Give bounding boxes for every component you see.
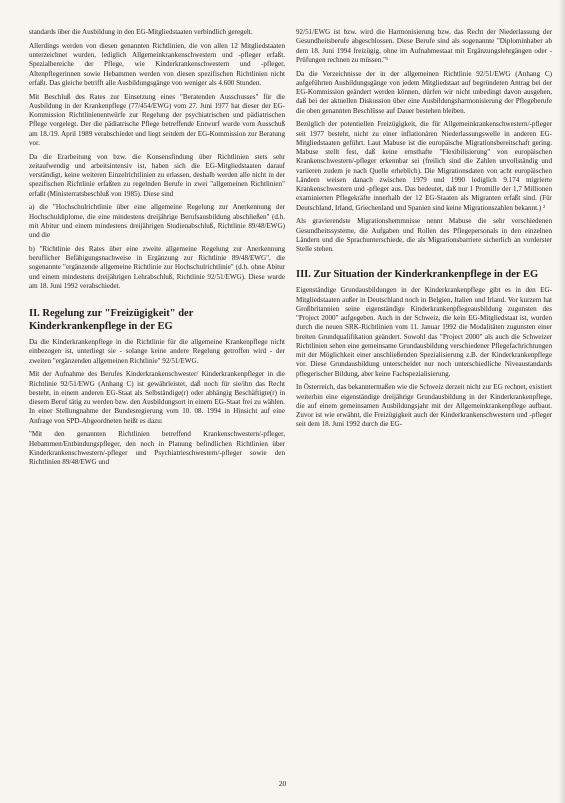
right-column xyxy=(296,28,552,430)
page-number: 20 xyxy=(278,779,287,788)
paragraph: Da die Erarbeitung von bzw. die Konsensfindung über Richtlinien stets sehr zeitaufwendig und arbeitsintensiv ist, haben sich die EG-Mitgliedstaaten darauf verständigt, keine weiteren Einzelrichtlinien zu erlassen, deshalb werden alle nicht in der spezifischen Richtlinie erfaßten zu regelnden Berufe in zwei "allgemeinen Richtlinien" erfaßt (Ministerratsbeschluß von 1985). Diese sind xyxy=(29,152,285,198)
paragraph: In Österreich, das bekanntermaßen wie die Schweiz derzeit nicht zur EG rechnet, existiert weiterhin eine eigenständige dreijährige Grundausbildung in der Kinderkrankenpflege, die auf einem gemeinsamen Ausbildungsjahr mit der Allgemeinkrankenpflege aufbaut. Zuvor ist wie erwähnt, die Freizügigkeit auch der Kinderkrankenschwestern und -pfleger seit dem 18. Juni 1992 durch die EG- xyxy=(296,383,552,429)
paragraph: Da die Verzeichnisse der in der allgemeinen Richtlinie 92/51/EWG (Anhang C) aufgeführten Ausbildungsgänge von jedem Mitgliedstaat auf begründeten Antrag bei der EG-Kommission geändert werden können, dürfen wir nicht unbedingt davon ausgehen, daß bei der aktuellen Diskussion über eine Ausbildungsharmonisierung der Pflegeberufe die oben genannten Beschlüsse auf Dauer bestehen bleiben. xyxy=(296,69,552,115)
section-heading: II. Regelung zur "Freizügigkeit" der Kinderkrankenpflege in der EG xyxy=(29,308,194,332)
scan-edge xyxy=(559,0,565,803)
left-column xyxy=(29,28,285,467)
paragraph: 92/51/EWG ist bzw. wird die Harmonisierung bzw. das Recht der Niederlassung der Gesundheitsberufe abgeschlossen. Diese Berufe sind als sogenannte "Diplominhaber ab dem 18. Juni 1994 freizügig, ohne im Aufnahmestaat mit Ergänzungslehrgängen oder -Prüfungen rechnen zu müssen."¹ xyxy=(296,28,552,64)
paragraph: Allerdings werden von diesen genannten Richtlinien, die von allen 12 Mitgliedstaaten unterzeichnet wurden, lediglich Allgemeinkrankenschwestern und -pfleger erfaßt. Spezialbereiche der Pflege, wie Kinderkrankenschwestern und -pfleger, Altenpflegerinnen sowie Hebammen werden von diesen spezifischen Richtlinien nicht erfaßt. Das gleiche betrifft alle Ausbildungsgänge von weniger als 4.600 Stunden. xyxy=(29,41,285,87)
paragraph: "Mit den genannten Richtlinien betreffend Krankenschwestern/-pfleger, Hebammen/Entbindungspfleger, den noch in Planung befindlichen Richtlinien über Kinderkrankenschwestern/-pfleger und Psychiatrieschwestern/-pfleger sowie den Richtlinien 89/48/EWG und xyxy=(29,430,285,466)
paragraph: Mit der Aufnahme des Berufes Kinderkrankenschwester/ Kinderkrankenpfleger in die Richtlinie 92/51/EWG (Anhang C) ist gewährleistet, daß noch für sie/ihn das Recht besteht, in einem anderen EG-Staat als Selbständige(r) oder abhängig Beschäftigte(r) in diesem Beruf tätig zu werden bzw. den Ausbildungsort in einem EG-Staat frei zu wählen. In einer Stellungnahme der Bundesregierung vom 10. 08. 1994 in Hinsicht auf eine Anfrage von SPD-Abgeordneten heißt es dazu: xyxy=(29,370,285,425)
paragraph: standards über die Ausbildung in den EG-Mitgliedstaaten verbindlich geregelt. xyxy=(29,28,253,36)
paragraph: Bezüglich der potentiellen Freizügigkeit, die für Allgemeinkrankenschwestern/-pfleger seit 1977 besteht, nicht zu einer inflationären Niederlassungswelle in anderen EG-Mitgliedstaaten geführt. Laut Mabuse ist die europäische Migrationsbereitschaft gering. Mabuse stellt fest, daß keine ernsthafte "Flexibilisierung" von europäischen Krankenschwestern/-pfleger erkennbar sei (freilich sind die Zahlen unvollständig und variieren zudem je nach Quelle erheblich). Die Migrationsdaten von acht europäischen Ländern weisen danach zwischen 1979 und 1990 lediglich 9.174 migrierte Krankenschwestern und -pfleger aus. Das bedeutet, daß nur 1 Promille der 1,7 Millionen examinierten Pflegekräfte innerhalb der 12 EG-Staaten als Migranten erfaßt sind. (Für Deutschland, Irland, Griechenland und Spanien sind keine Migrationszahlen bekannt.) ² xyxy=(296,120,552,212)
paragraph: Mit Beschluß des Rates zur Einsetzung eines "Beratenden Ausschusses" für die Ausbildung in der Krankenpflege (77/454/EWG) vom 27. Juni 1977 hat dieser der EG-Kommission Richtlinienentwürfe zur Regelung der psychiatrischen und pädiatrischen Pflege vorgelegt. Der die pädiatrische Pflege betreffende Entwurf wurde vom Ausschuß am 18./19. April 1989 verabschiedet und liegt seitdem der EG-Kommission zur Beratung vor. xyxy=(29,92,285,147)
paragraph: b) "Richtlinie des Rates über eine zweite allgemeine Regelung zur Anerkennung beruflicher Befähigungsnachweise in Ergänzung zur Richtlinie 89/48/EWG", die sogenannte "ergänzende allgemeine Richtlinie zur Hochschulrichtlinie" (d.h. ohne Abitur und einem mindestens dreijährigen Lehrabschluß, Richtlinie 92/51/EWG). Diese wurde am 18. Juni 1992 verabschiedet. xyxy=(29,244,285,290)
paragraph: Da die Kinderkrankenpflege in die Richtlinie für die allgemeine Krankenpflege nicht einbezogen ist, unterliegt sie - solange keine andere Regelung getroffen wird - der zweiten "ergänzenden allgemeinen Richtlinie" 92/51/EWG. xyxy=(29,338,285,365)
section-heading: III. Zur Situation der Kinderkrankenpflege in der EG xyxy=(296,269,539,281)
paragraph: Als gravierendste Migrationshemmnisse nennt Mabuse die sehr verschiedenen Gesundheitssysteme, die Aufgaben und Rollen des Pflegepersonals in den einzelnen Ländern und die Sprachunterschiede, die als Migrationsbarriere sicherlich an vorderster Stelle stehen. xyxy=(296,217,552,253)
paragraph: a) die "Hochschulrichtlinie über eine allgemeine Regelung zur Anerkennung der Hochschuldiplome, die eine mindestens dreijährige Berufsausbildung abschließen" (d.h. mit Abitur und einem mindestens dreijährigen Studienabschluß, Richtlinie 89/48/EWG) und die xyxy=(29,203,285,239)
paragraph: Eigenständige Grundausbildungen in der Kinderkrankenpflege gibt es in den EG-Mitgliedstaaten außer in Deutschland noch in Belgien, Italien und Irland. Vor kurzem hat Großbritannien seine eigenständige Kinderkrankenpflegeausbildung zugunsten des "Project 2000" aufgegeben. Auch in der Schweiz, die kein EG-Mitgliedstaat ist, wurden durch die neuen SRK-Richtlinien vom 11. Januar 1992 die Modalitäten zugunsten einer breiten Grundqualifikation geändert. Sowohl das "Project 2000" als auch die Schweizer Richtlinien sehen eine gemeinsame Grundausbildung verschiedener Pflegefachrichtungen mit der Möglichkeit einer anschließenden Spezialisierung z.B. der Kinderkrankenpflege vor. Diese Grundausbildung unterscheidet nur noch unterschiedliche Niveaustandards pflegerischer Bildung, aber keine Fachspezialisierung. xyxy=(296,286,552,378)
